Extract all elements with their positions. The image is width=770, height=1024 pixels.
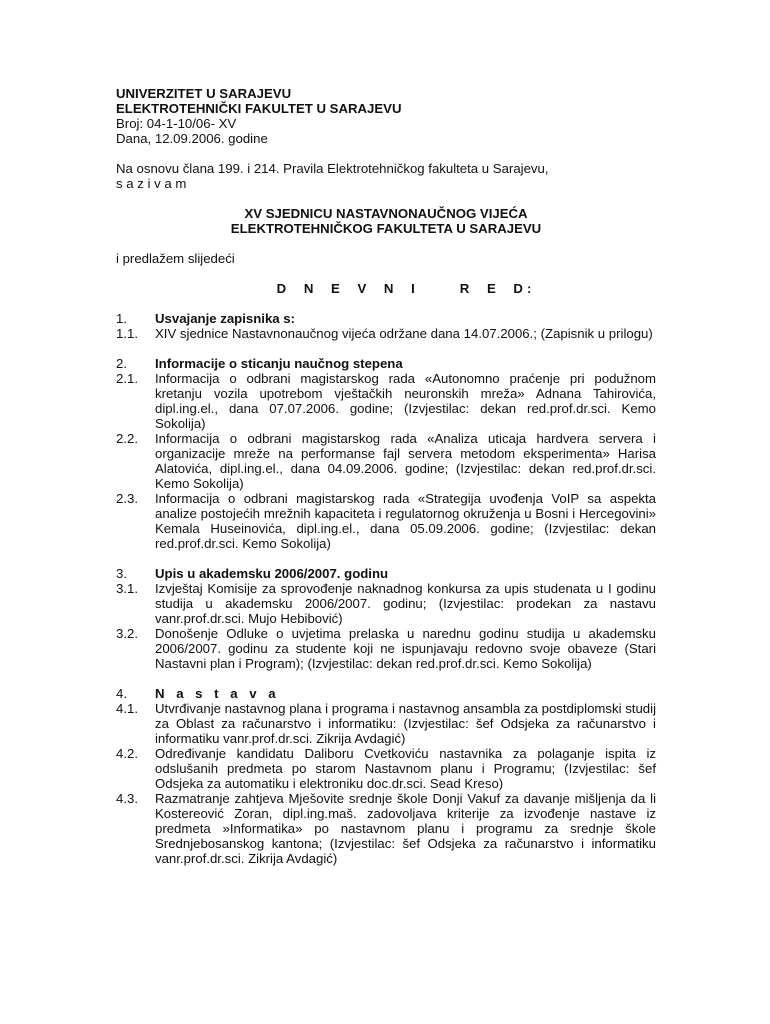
- agenda-item: [116, 431, 656, 491]
- faculty-name: ELEKTROTEHNIČKI FAKULTET U SARAJEVU: [116, 101, 402, 116]
- section-title: Upis u akademsku 2006/2007. godinu: [155, 566, 389, 581]
- meeting-title-line1: XV SJEDNICU NASTAVNONAUČNOG VIJEĆA: [244, 206, 528, 221]
- meeting-title-line2: ELEKTROTEHNIČKOG FAKULTETA U SARAJEVU: [230, 221, 542, 236]
- agenda-title: D N E V N I R E D:: [276, 281, 536, 296]
- section-title: N a s t a v a: [155, 686, 280, 701]
- section-number: 1.: [116, 311, 127, 326]
- agenda-item: [116, 371, 656, 431]
- item-text: Razmatranje zahtjeva Mješovite srednje škole Donji Vakuf za davanje mišljenja da li Kostereović Zoran, dipl.ing.maš. zadovoljava kriterije za izvođenje nastave iz predmeta »Informatika» po nastavnom planu i programu za srednje škole Srednjebosanskog kantona; (Izvjestilac: šef Odsjeka za računarstvo i informatiku vanr.prof.dr.sci. Zikrija Avdagić): [155, 791, 656, 866]
- document-date: Dana, 12.09.2006. godine: [116, 131, 268, 146]
- agenda-item: [116, 491, 656, 551]
- item-number: 2.2.: [116, 431, 138, 446]
- agenda-item: [116, 581, 656, 626]
- agenda-section: [116, 686, 656, 866]
- propose-text: i predlažem slijedeći: [116, 251, 235, 266]
- legal-basis: Na osnovu člana 199. i 214. Pravila Elektrotehničkog fakulteta u Sarajevu,: [116, 161, 549, 176]
- section-heading: [116, 311, 656, 326]
- item-number: 3.2.: [116, 626, 138, 641]
- section-number: 4.: [116, 686, 127, 701]
- item-text: [155, 326, 656, 341]
- item-text: Utvrđivanje nastavnog plana i programa i nastavnog ansambla za postdiplomski studij za Oblast za računarstvo i informatiku: (Izvjestilac: šef Odsjeka za računarstvo i informatiku vanr.prof.dr.sci. Zikrija Avdagić): [155, 701, 656, 746]
- item-text: Informacija o odbrani magistarskog rada «Autonomno praćenje pri podužnom kretanju vozila upotrebom vještačkih neuronskih mreža» Adnana Tahirovića, dipl.ing.el., dana 07.07.2006. godine; (Izvjestilac: dekan red.prof.dr.sci. Kemo Sokolija): [155, 371, 656, 431]
- agenda-item: [116, 746, 656, 791]
- section-heading: [116, 356, 656, 371]
- convene-word: s a z i v a m: [116, 176, 187, 191]
- item-number: 4.3.: [116, 791, 138, 806]
- agenda-item: [116, 626, 656, 671]
- document-number: Broj: 04-1-10/06- XV: [116, 116, 237, 131]
- item-number: 1.1.: [116, 326, 138, 341]
- item-text: Informacija o odbrani magistarskog rada «Strategija uvođenja VoIP sa aspekta analize postojećih mrežnih kapaciteta i regulatornog okruženja u Bosni i Hercegovini» Kemala Huseinovića, dipl.ing.el., dana 05.09.2006. godine; (Izvjestilac: dekan red.prof.dr.sci. Kemo Sokolija): [155, 491, 656, 551]
- section-title: Informacije o sticanju naučnog stepena: [155, 356, 403, 371]
- item-number: 4.1.: [116, 701, 138, 716]
- item-text: Određivanje kandidatu Daliboru Cvetkoviću nastavnika za polaganje ispita iz odslušanih predmeta po starom Nastavnom planu i Programu; (Izvjestilac: šef Odsjeka za automatiku i elektroniku doc.dr.sci. Sead Kreso): [155, 746, 656, 791]
- agenda-item: [116, 701, 656, 746]
- agenda-item: [116, 791, 656, 866]
- agenda-section: [116, 566, 656, 671]
- document-page: [116, 86, 656, 866]
- item-text: Informacija o odbrani magistarskog rada «Analiza uticaja hardvera servera i organizacije mreže na performanse fajl servera metodom eksperimenta» Harisa Alatovića, dipl.ing.el., dana 04.09.2006. godine; (Izvjestilac: dekan red.prof.dr.sci. Kemo Sokolija): [155, 431, 656, 491]
- section-heading: [116, 566, 656, 581]
- item-number: 2.1.: [116, 371, 138, 386]
- agenda-item: [116, 326, 656, 341]
- section-title: Usvajanje zapisnika s:: [155, 311, 296, 326]
- item-text-main: XIV sjednice Nastavnonaučnog vijeća održane dana 14.07.2006.; (Zapisnik u prilogu): [155, 326, 653, 341]
- item-text: Donošenje Odluke o uvjetima prelaska u narednu godinu studija u akademsku 2006/2007. godinu za studente koji ne ispunjavaju redovno svoje obaveze (Stari Nastavni plan i Program); (Izvjestilac: dekan red.prof.dr.sci. Kemo Sokolija): [155, 626, 656, 671]
- section-number: 2.: [116, 356, 127, 371]
- agenda-section: [116, 356, 656, 551]
- university-name: UNIVERZITET U SARAJEVU: [116, 86, 292, 101]
- section-heading: [116, 686, 656, 701]
- section-number: 3.: [116, 566, 127, 581]
- item-text: Izvještaj Komisije za sprovođenje naknadnog konkursa za upis studenata u I godinu studija u akademsku 2006/2007. godinu; (Izvjestilac: prodekan za nastavu vanr.prof.dr.sci. Mujo Hebibović): [155, 581, 656, 626]
- agenda-section: [116, 311, 656, 341]
- item-number: 3.1.: [116, 581, 138, 596]
- item-number: 2.3.: [116, 491, 138, 506]
- item-number: 4.2.: [116, 746, 138, 761]
